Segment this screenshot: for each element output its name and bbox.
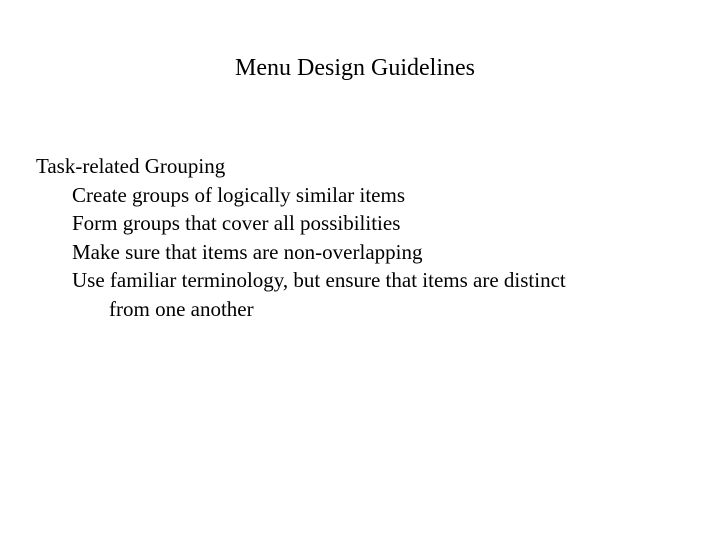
- bullet-continuation: from one another: [109, 296, 254, 321]
- bullet-item: Form groups that cover all possibilities: [72, 211, 401, 235]
- section-heading: Task-related Grouping: [36, 154, 226, 178]
- bullet-item: Use familiar terminology, but ensure that items are distinct: [72, 268, 566, 292]
- slide-body: [36, 152, 696, 323]
- bullet-item: Make sure that items are non-overlapping: [72, 239, 423, 264]
- bullet-item: Create groups of logically similar items: [72, 182, 406, 207]
- slide-title: Menu Design Guidelines: [235, 55, 475, 81]
